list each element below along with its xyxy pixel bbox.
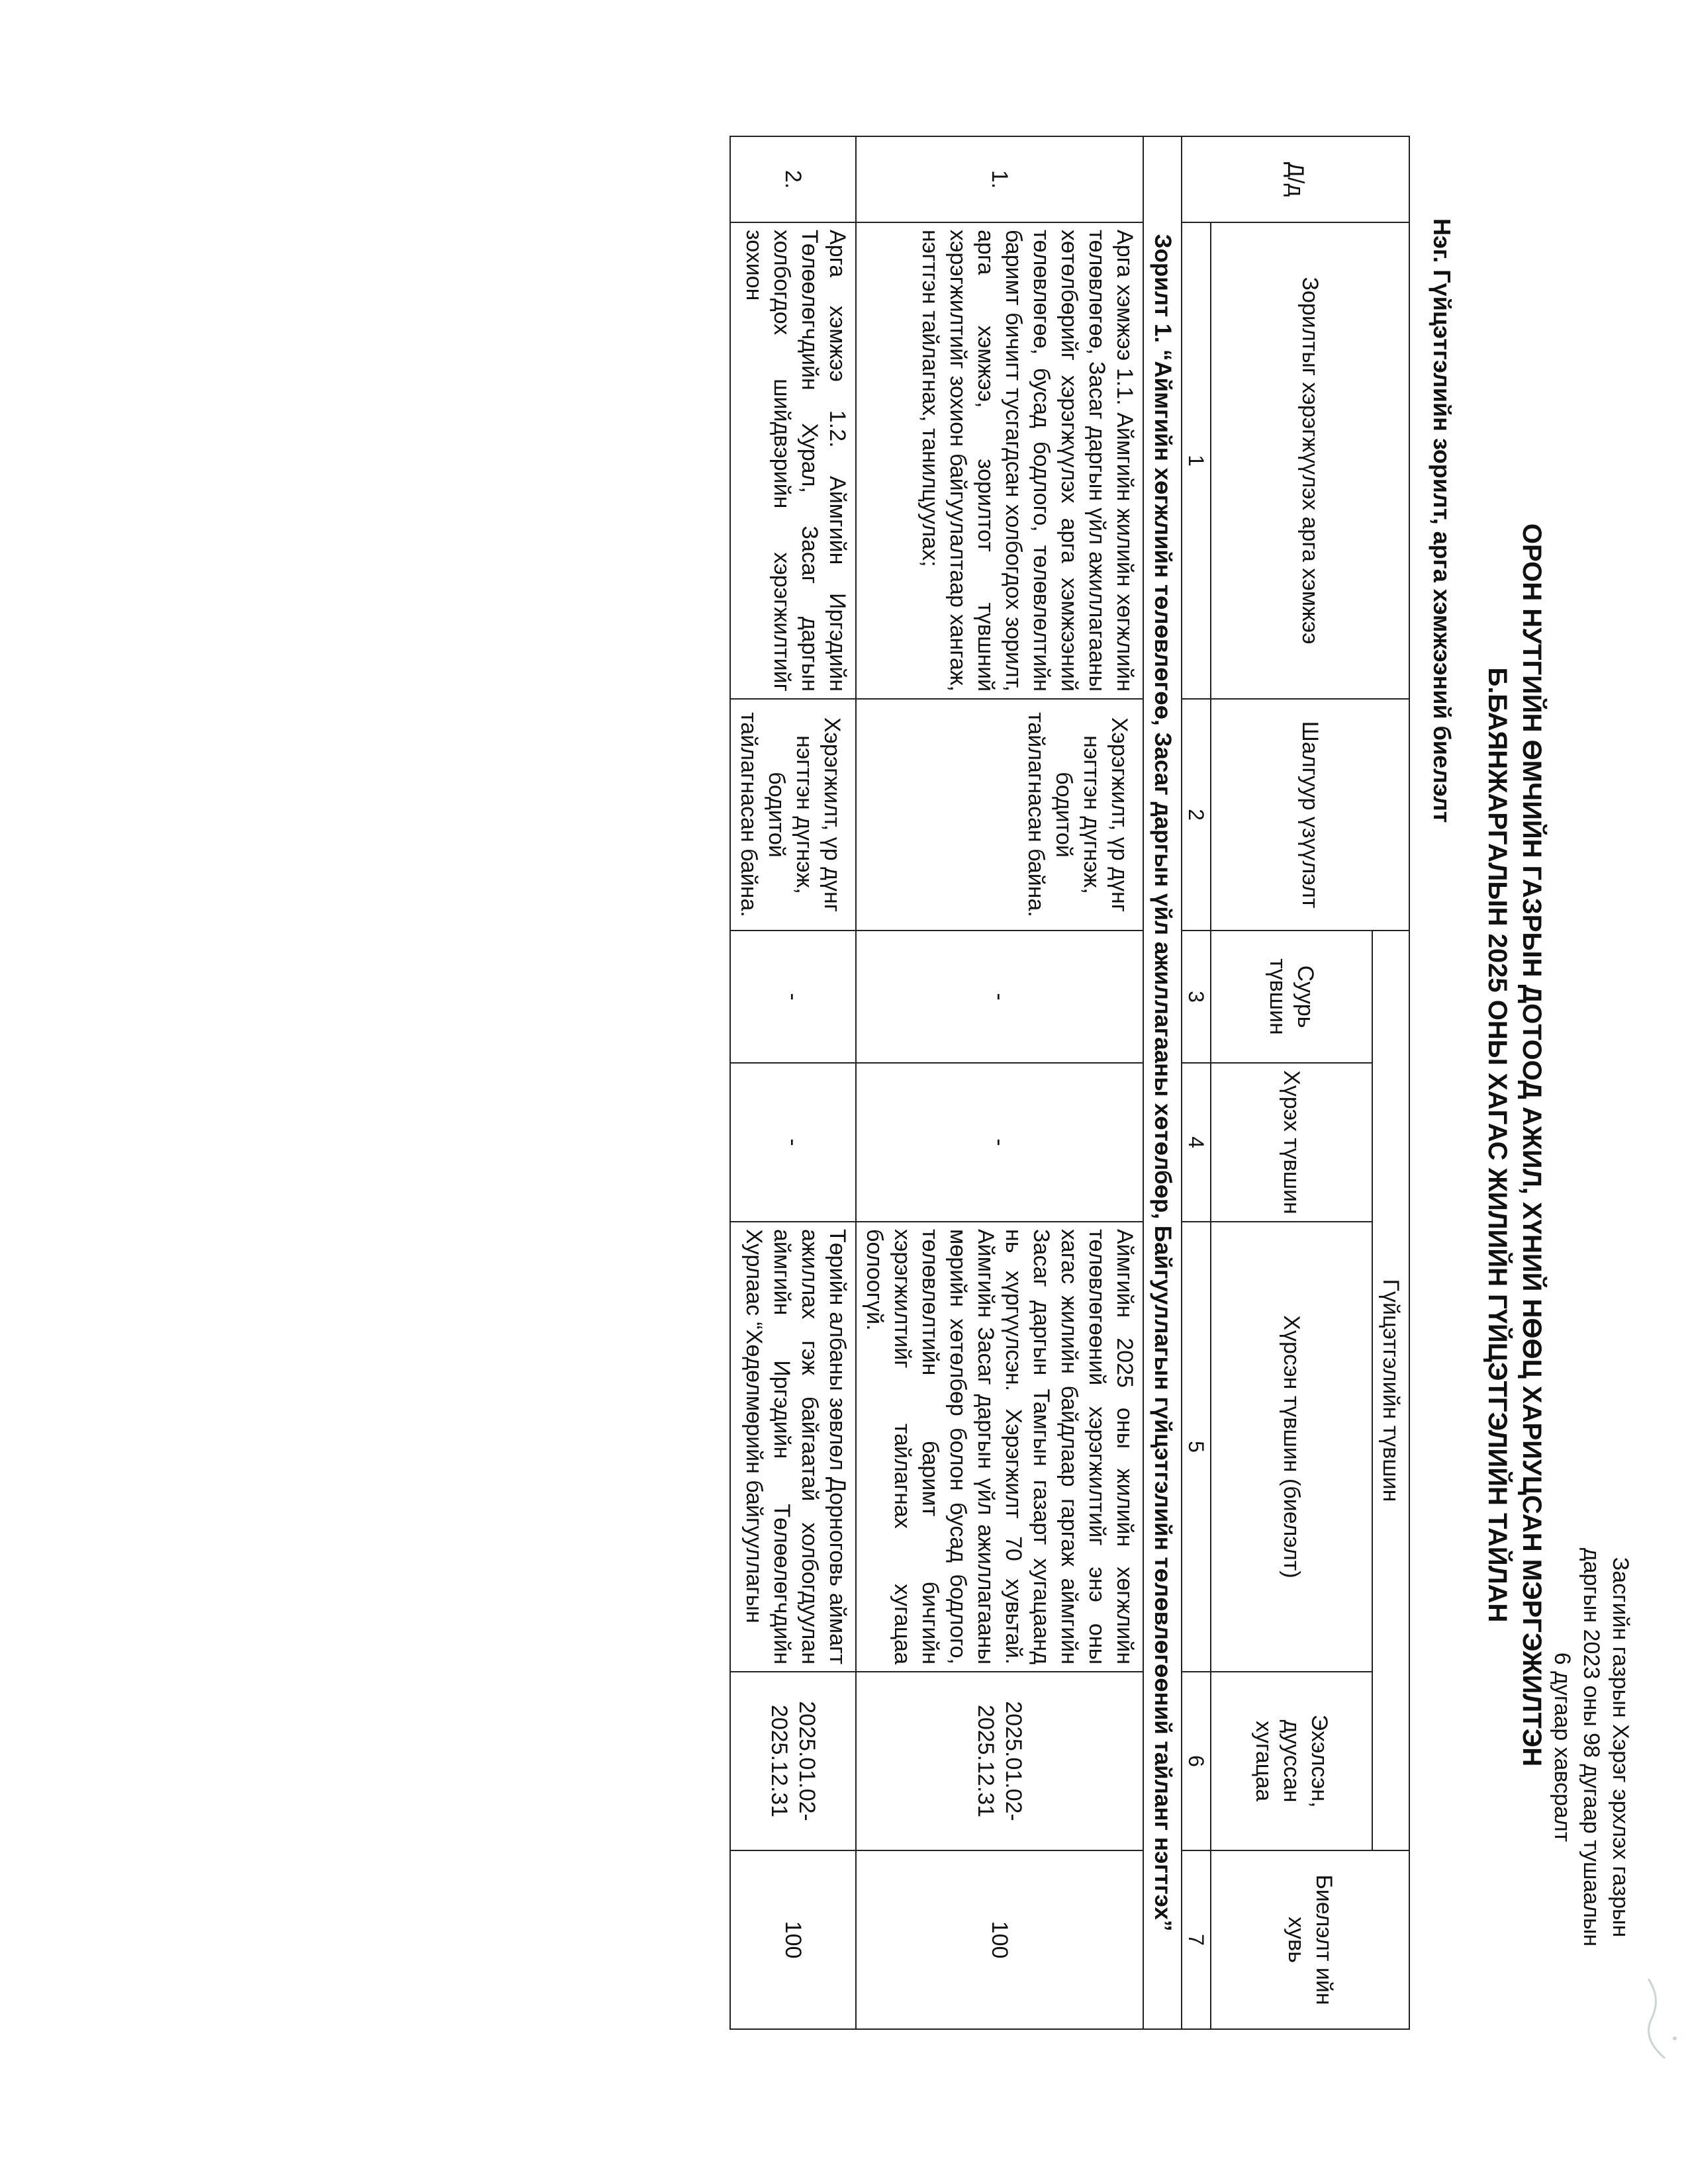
header-period: Эхэлсэн, дууссан хугацаа	[1211, 1672, 1372, 1850]
table-row	[730, 136, 856, 2029]
achieved-cell: Аймгийн 2025 оны жилийн хөгжлийн төлөвлөгөөний хэрэгжилтийг энэ оны хагас жилийн байдлаар гаргаж аймгийн Засаг даргын Тамгын газарт хугацаанд нь хүргүүлсэн. Хэрэгжилт 70 хувьтай. Аймгийн Засаг даргын үйл ажиллагааны мөрийн хөтөлбөр болон бусад бодлого, төлөвлөлтийн баримт бичгийн хэрэгжилтийг тайлагнах хугацаа болоогүй.	[856, 1222, 1143, 1672]
column-number-row	[1182, 136, 1211, 2029]
period-cell: 2025.01.02-2025.12.31	[730, 1672, 856, 1850]
header-row	[1372, 136, 1409, 2029]
header-measures: Зорилтыг хэрэгжүүлэх арга хэмжээ	[1211, 222, 1409, 699]
column-number: 7	[1182, 1850, 1211, 2029]
annex-note	[1548, 1482, 1635, 2012]
criteria-cell: Хэрэгжилт, үр дүнг нэгтгэн дүгнэж, бодитой тайлагнасан байна.	[856, 699, 1143, 931]
column-number: 2	[1182, 699, 1211, 931]
column-number: 4	[1182, 1063, 1211, 1222]
report-title	[1480, 318, 1549, 1972]
achieved-cell: Төрийн албаны зөвлөл Дорноговь аймагт ажиллах гэж байгаатай холбогдуулан аймгийн Иргэдийн Төлөөлөгчдийн Хурлаас “Хөдөлмөрийн байгууллагын	[730, 1222, 856, 1672]
percent-cell: 100	[730, 1850, 856, 2029]
performance-table	[729, 136, 1410, 2030]
base-level-cell: -	[856, 931, 1143, 1063]
header-dd: Д/д	[1182, 136, 1409, 222]
measure-cell: Арга хэмжээ 1.1. Аймгийн жилийн хөгжлийн төлөвлөгөө, Засаг даргын үйл ажиллагааны хөтөлбөрийг хэрэгжүүлэх арга хэмжээний төлөвлөгөө, бусад бодлого, төлөвлөлтийн баримт бичигт тусгагдсан холбогдох зорилт, арга хэмжээ, зорилтот түвшний хэрэгжилтийг зохион байгуулалтаар хангаж, нэгтгэн тайлагнах, танилцуулах;	[856, 222, 1143, 699]
column-number: 3	[1182, 931, 1211, 1063]
base-level-cell: -	[730, 931, 856, 1063]
table-row	[856, 136, 1143, 2029]
header-percent: Биелэлт ийн хувь	[1211, 1850, 1409, 2029]
percent-cell: 100	[856, 1850, 1143, 2029]
column-number: 5	[1182, 1222, 1211, 1672]
period-cell: 2025.01.02-2025.12.31	[856, 1672, 1143, 1850]
report-title-line: Б.БАЯНЖАРГАЛЫН 2025 ОНЫ ХАГАС ЖИЛИЙН ГҮЙЦЭТГЭЛИЙН ТАЙЛАН	[1483, 667, 1512, 1623]
target-level-cell: -	[730, 1063, 856, 1222]
header-base: Суурь түвшин	[1211, 931, 1372, 1063]
goal-row	[1143, 136, 1182, 2029]
column-number: 1	[1182, 222, 1211, 699]
annex-line: даргын 2023 оны 98 дугаар тушаалын	[1579, 1547, 1604, 1947]
target-level-cell: -	[856, 1063, 1143, 1222]
header-achieved: Хүрсэн түвшин (биелэлт)	[1211, 1222, 1372, 1672]
row-number: 1.	[856, 136, 1143, 222]
scan-smudge-icon	[1628, 1972, 1688, 2065]
row-number: 2.	[730, 136, 856, 222]
annex-line: 6 дугаар хавсралт	[1550, 1652, 1575, 1843]
annex-line: Засгийн газрын Хэрэг эрхлэх газрын	[1608, 1557, 1633, 1938]
header-criteria: Шалгуур үзүүлэлт	[1211, 699, 1409, 931]
report-title-line: ОРОН НУТГИЙН ӨМЧИЙН ГАЗРЫН ДОТООД АЖИЛ, ХҮНИЙ НӨӨЦ ХАРИУЦСАН МЭРГЭЖИЛТЭН	[1517, 523, 1546, 1767]
header-level-group: Гүйцэтгэлийн түвшин	[1372, 931, 1409, 1850]
goal-1-title: Зорилт 1. “Аймгийн хөгжлийн төлөвлөгөө, Засаг даргын үйл ажиллагааны хөтөлбөр, Байгууллагын гүйцэтгэлийн төлөвлөгөөний тайланг нэгтгэх”	[1143, 136, 1182, 2029]
measure-cell: Арга хэмжээ 1.2. Аймгийн Иргэдийн Төлөөлөгчдийн Хурал, Засаг даргын холбогдох шийдвэрийн хэрэгжилтийг зохион	[730, 222, 856, 699]
criteria-cell: Хэрэгжилт, үр дүнг нэгтгэн дүгнэж, бодитой тайлагнасан байна.	[730, 699, 856, 931]
header-target: Хүрэх түвшин	[1211, 1063, 1372, 1222]
section-title: Нэг. Гүйцэтгэлийн зорилт, арга хэмжээний биелэлт	[1429, 218, 1456, 823]
column-number: 6	[1182, 1672, 1211, 1850]
